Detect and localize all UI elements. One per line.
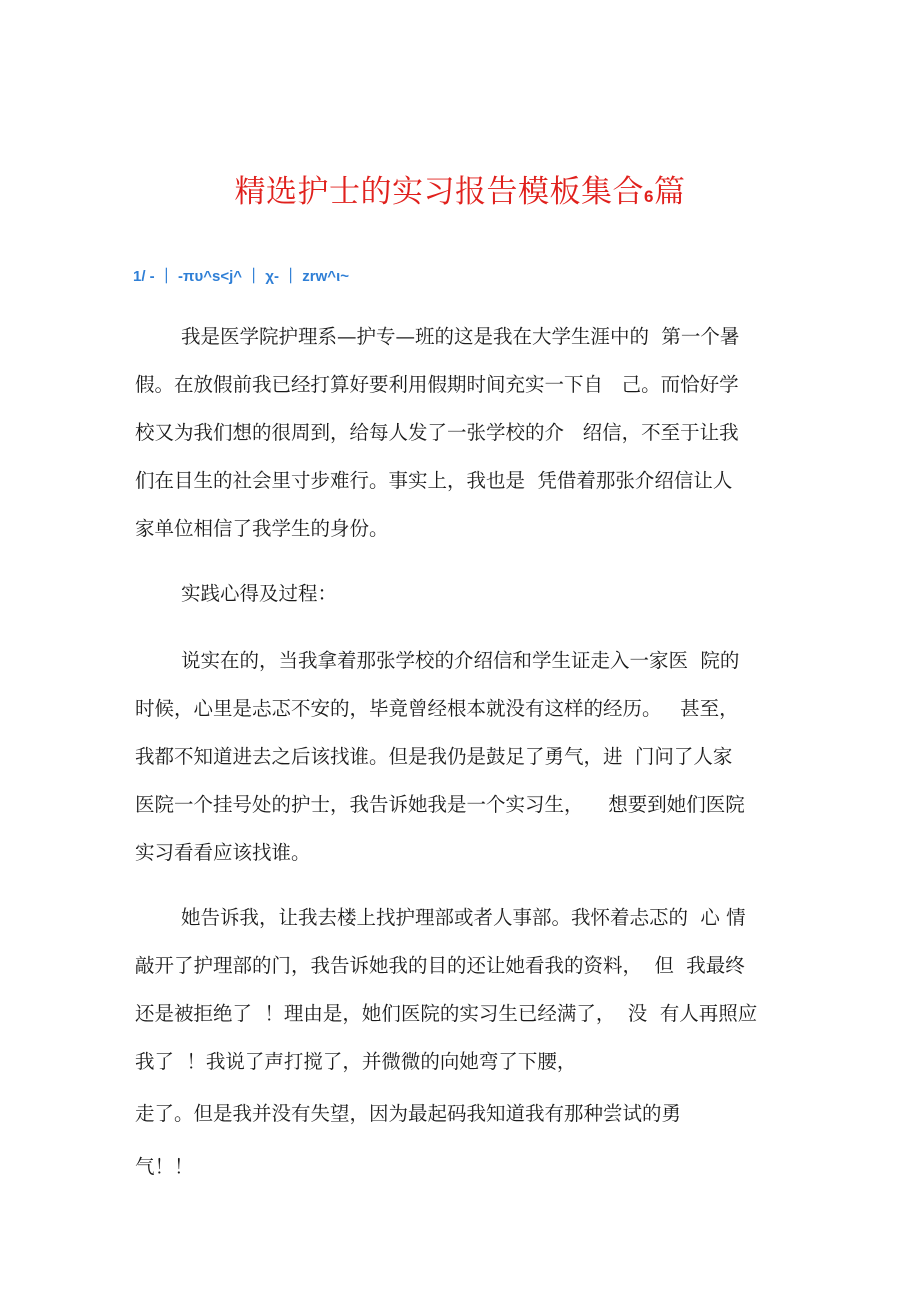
document-subtitle: 1/ - ｜ -πυ^s<j^ ｜ χ- ｜ zrw^ι~ — [133, 268, 349, 285]
paragraph-line: 实习看看应该找谁。 — [135, 841, 311, 864]
section-heading: 实践心得及过程： — [181, 582, 338, 605]
paragraph-line: 还是被拒绝了 ！理由是，她们医院的实习生已经满了， 没 有人再照应 — [135, 1002, 758, 1025]
paragraph-line: 敲开了护理部的门，我告诉她我的目的还让她看我的资料， 但 我最终 — [135, 954, 745, 977]
title-text: 精选护士的实习报告模板集合 — [234, 174, 645, 210]
paragraph-line: 家单位相信了我学生的身份。 — [135, 517, 389, 540]
paragraph-line: 我了 ！我说了声打搅了，并微微的向她弯了下腰， — [135, 1050, 577, 1073]
paragraph-line: 说实在的，当我拿着那张学校的介绍信和学生证走入一家医 院的 — [181, 649, 740, 672]
paragraph-line: 们在目生的社会里寸步难行。事实上，我也是 凭借着那张介绍信让人 — [135, 469, 733, 492]
paragraph-line: 我是医学院护理系—护专—班的这是我在大学生涯中的 第一个暑 — [181, 325, 740, 348]
document-title — [0, 166, 920, 211]
title-number: 6 — [644, 187, 654, 206]
paragraph-line: 医院一个挂号处的护士，我告诉她我是一个实习生， 想要到她们医院 — [135, 793, 745, 816]
paragraph-line: 她告诉我，让我去楼上找护理部或者人事部。我怀着忐忑的 心 情 — [181, 906, 746, 929]
title-suffix: 篇 — [653, 174, 686, 210]
paragraph-line: 我都不知道进去之后该找谁。但是我仍是鼓足了勇气，进 门问了人家 — [135, 745, 733, 768]
paragraph-line: 气！！ — [135, 1155, 194, 1178]
paragraph-line: 走了。但是我并没有失望，因为最起码我知道我有那种尝试的勇 — [135, 1102, 682, 1125]
paragraph-line: 假。在放假前我已经打算好要利用假期时间充实一下自 己。而恰好学 — [135, 373, 739, 396]
paragraph-line: 时候，心里是忐忑不安的，毕竟曾经根本就没有这样的经历。 甚至， — [135, 697, 739, 720]
paragraph-line: 校又为我们想的很周到，给每人发了一张学校的介 绍信，不至于让我 — [135, 421, 739, 444]
